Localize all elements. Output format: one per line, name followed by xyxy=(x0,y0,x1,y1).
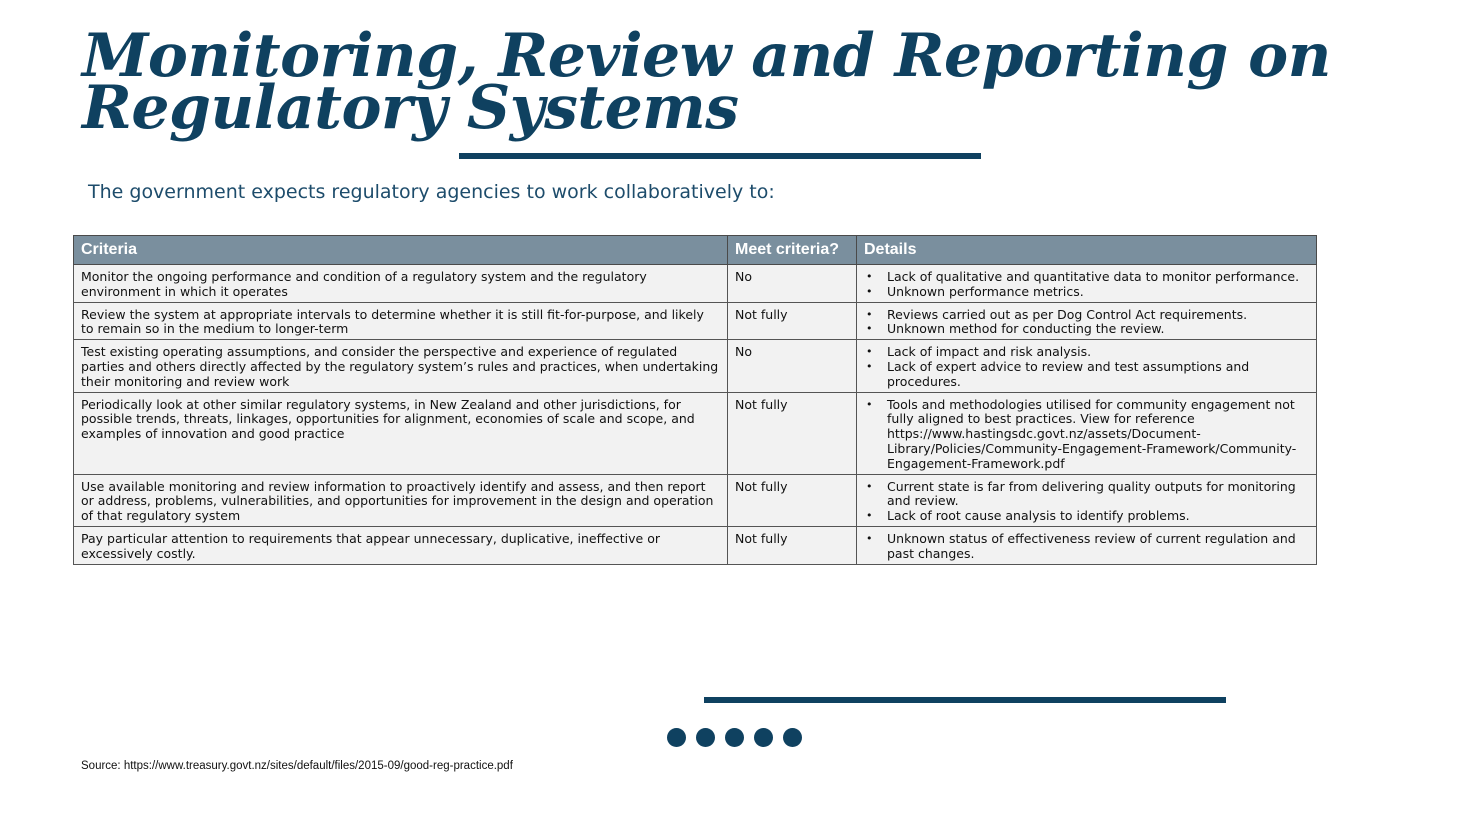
subtitle: The government expects regulatory agencies to work collaboratively to: xyxy=(88,181,775,203)
meet-criteria-cell: No xyxy=(728,340,857,392)
criteria-cell: Test existing operating assumptions, and consider the perspective and experience of regulated parties and others directly affected by the regulatory system’s rules and practices, when undertaking their monitoring and review work xyxy=(74,340,728,392)
criteria-table xyxy=(73,235,1317,565)
criteria-cell: Use available monitoring and review information to proactively identify and assess, and then report or address, problems, vulnerabilities, and opportunities for improvement in the design and operation of that regulatory system xyxy=(74,474,728,526)
meet-criteria-cell: Not fully xyxy=(728,392,857,474)
page-title xyxy=(82,21,1331,143)
details-item: • Unknown status of effectiveness review of current regulation and past changes. xyxy=(864,532,1309,562)
details-list xyxy=(864,308,1309,338)
details-item: • Lack of qualitative and quantitative data to monitor performance. xyxy=(864,270,1309,285)
meet-criteria-cell: No xyxy=(728,265,857,303)
details-item: • Current state is far from delivering quality outputs for monitoring and review. xyxy=(864,480,1309,510)
decorative-dots xyxy=(667,728,802,747)
details-cell xyxy=(857,392,1317,474)
details-list xyxy=(864,532,1309,562)
criteria-cell: Pay particular attention to requirements that appear unnecessary, duplicative, ineffective or excessively costly. xyxy=(74,526,728,564)
page-title-line-1: Monitoring, Review and Reporting on xyxy=(82,21,1331,91)
details-item: • Reviews carried out as per Dog Control Act requirements. xyxy=(864,308,1309,323)
meet-criteria-cell: Not fully xyxy=(728,474,857,526)
source-citation: Source: https://www.treasury.govt.nz/sites/default/files/2015-09/good-reg-practice.pdf xyxy=(81,760,513,772)
meet-criteria-cell: Not fully xyxy=(728,302,857,340)
criteria-cell: Review the system at appropriate intervals to determine whether it is still fit-for-purpose, and likely to remain so in the medium to longer-term xyxy=(74,302,728,340)
decorative-dot xyxy=(667,728,686,747)
decorative-dot xyxy=(696,728,715,747)
details-list xyxy=(864,480,1309,524)
details-cell xyxy=(857,474,1317,526)
criteria-cell: Monitor the ongoing performance and condition of a regulatory system and the regulatory environment in which it operates xyxy=(74,265,728,303)
details-item: • Lack of expert advice to review and test assumptions and procedures. xyxy=(864,360,1309,390)
column-header-meet-criteria: Meet criteria? xyxy=(728,236,857,265)
column-header-criteria: Criteria xyxy=(74,236,728,265)
details-item: • Lack of root cause analysis to identify problems. xyxy=(864,509,1309,524)
decorative-rule xyxy=(704,697,1226,703)
title-underline xyxy=(459,153,981,159)
details-cell xyxy=(857,302,1317,340)
table-row xyxy=(74,526,1317,564)
decorative-dot xyxy=(754,728,773,747)
decorative-dot xyxy=(783,728,802,747)
details-item: • Unknown method for conducting the review. xyxy=(864,322,1309,337)
table-row xyxy=(74,392,1317,474)
column-header-details: Details xyxy=(857,236,1317,265)
table-row xyxy=(74,340,1317,392)
details-list xyxy=(864,398,1309,472)
criteria-cell: Periodically look at other similar regulatory systems, in New Zealand and other jurisdictions, for possible trends, threats, linkages, opportunities for alignment, economies of scale and scope, and examples of innovation and good practice xyxy=(74,392,728,474)
details-cell xyxy=(857,526,1317,564)
decorative-dot xyxy=(725,728,744,747)
details-item: • Unknown performance metrics. xyxy=(864,285,1309,300)
table-row xyxy=(74,474,1317,526)
details-item: • Tools and methodologies utilised for community engagement not fully aligned to best practices. View for reference https://www.hastingsdc.govt.nz/assets/Document-Library/Policies/Community-Engagement-Framework/Community-Engagement-Framework.pdf xyxy=(864,398,1309,472)
details-cell xyxy=(857,265,1317,303)
table-header-row xyxy=(74,236,1317,265)
table-row xyxy=(74,302,1317,340)
meet-criteria-cell: Not fully xyxy=(728,526,857,564)
details-item: • Lack of impact and risk analysis. xyxy=(864,345,1309,360)
page-title-line-2: Regulatory Systems xyxy=(82,73,739,143)
details-list xyxy=(864,270,1309,300)
details-cell xyxy=(857,340,1317,392)
details-list xyxy=(864,345,1309,389)
table-row xyxy=(74,265,1317,303)
